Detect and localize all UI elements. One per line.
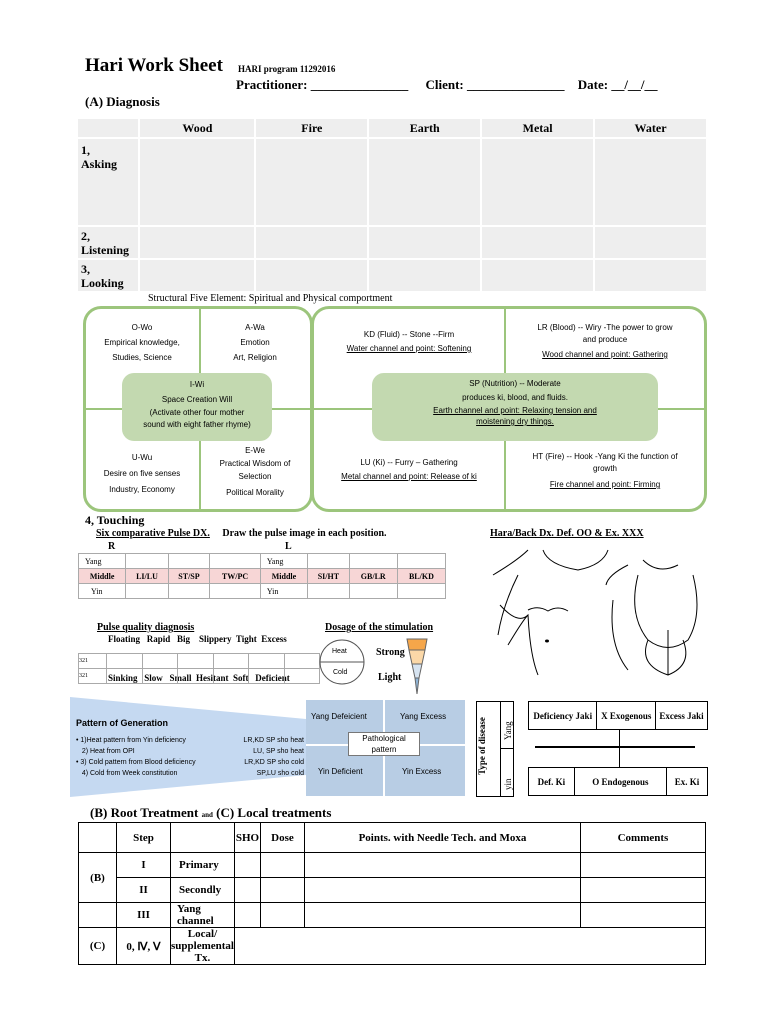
pulse-cell[interactable] <box>349 584 397 599</box>
comments-cell[interactable] <box>580 903 705 928</box>
date-field[interactable]: Date: __/__/__ <box>577 77 658 92</box>
cell-input[interactable] <box>595 139 706 225</box>
client-field[interactable]: Client: _______________ <box>425 77 565 92</box>
light-label: Light <box>378 672 402 683</box>
middle-label-r: Middle <box>79 569 126 584</box>
sho-cell[interactable] <box>234 853 260 878</box>
points-cell[interactable] <box>304 853 580 878</box>
dosage-triangle <box>406 638 428 696</box>
lr-text: LR (Blood) -- Wiry -The power to grow and produce Wood channel and point: Gathering <box>537 323 673 359</box>
points-cell[interactable] <box>304 878 580 903</box>
col-metal: Metal <box>482 119 593 137</box>
comments-cell[interactable] <box>580 878 705 903</box>
jaki-table <box>528 701 708 730</box>
pulse-quality-table: 321 321 <box>78 653 320 684</box>
pulse-cell[interactable] <box>126 554 168 569</box>
cell-input[interactable] <box>482 227 593 258</box>
yin-def-label: Yin Deficient <box>318 767 363 776</box>
quality-cell[interactable] <box>249 669 285 684</box>
pattern-heading: Pattern of Generation <box>76 718 169 728</box>
pulse-quality-heading: Pulse quality diagnosis <box>97 622 195 633</box>
awa-text: A-Wa Emotion Art, Religion <box>233 323 277 362</box>
divider <box>500 701 501 797</box>
row-asking: 1, Asking <box>78 139 138 225</box>
yang-def-label: Yang Defeicient <box>311 712 367 721</box>
pulse-pos: ST/SP <box>168 569 210 584</box>
pulse-quality-bottom: Sinking Slow Small Hesitant Soft Deficient <box>108 673 290 683</box>
cell-input[interactable] <box>256 260 367 291</box>
quality-cell[interactable] <box>249 654 285 669</box>
pulse-pos: SI/HT <box>308 569 350 584</box>
yin-vert-label: yin <box>503 778 513 790</box>
pattern-list: • 1)Heat pattern from Yin deficiency LR,KD SP sho heat 2) Heat from OPI LU, SP sho heat • 3) Cold pattern from Blood deficiency LR,KD SP sho cold 4) Cold from Week constitution SP,LU sho cold <box>76 737 304 777</box>
quality-cell[interactable] <box>142 654 178 669</box>
row-listening: 2, Listening <box>78 227 138 258</box>
axis-line <box>619 729 620 767</box>
ex-jaki: Excess Jaki <box>656 702 708 730</box>
cell-input[interactable] <box>369 227 480 258</box>
owo-text: O-Wo Empirical knowledge, Studies, Science <box>104 323 180 362</box>
lu-text: LU (Ki) -- Furry – Gathering Metal channel and point: Release of ki <box>341 458 477 481</box>
quality-cell[interactable] <box>142 669 178 684</box>
points-cell[interactable] <box>304 903 580 928</box>
header-fields <box>236 77 706 93</box>
cell-input[interactable] <box>256 139 367 225</box>
dose-cell[interactable] <box>260 903 304 928</box>
cell-input[interactable] <box>140 260 254 291</box>
row-looking: 3, Looking <box>78 260 138 291</box>
hdr-sho: SHO <box>234 823 260 853</box>
cell-input[interactable] <box>595 260 706 291</box>
yang-vert-label: Yang <box>503 721 513 740</box>
pulse-cell[interactable] <box>397 554 445 569</box>
pulse-cell[interactable] <box>210 554 261 569</box>
section-a-heading: (A) Diagnosis <box>85 94 160 109</box>
pulse-pos: TW/PC <box>210 569 261 584</box>
strong-label: Strong <box>376 647 405 658</box>
yin-label-l: Yin <box>260 584 307 599</box>
quality-cell[interactable] <box>107 654 143 669</box>
quality-cell[interactable] <box>284 669 320 684</box>
pulse-right-label: R <box>108 541 116 552</box>
quality-cell[interactable] <box>178 654 214 669</box>
dose-cell[interactable] <box>260 878 304 903</box>
ewe-text: E-We Practical Wisdom of Selection Political Morality <box>219 446 291 497</box>
yang-ex-label: Yang Excess <box>400 712 447 721</box>
hara-back-figure <box>488 545 708 690</box>
touching-heading: 4, Touching <box>85 513 145 527</box>
pulse-cell[interactable] <box>168 554 210 569</box>
treatment-heading: (B) Root Treatment and (C) Local treatments <box>90 805 332 820</box>
program-label: HARI program 11292016 <box>238 64 336 74</box>
quality-cell[interactable] <box>178 669 214 684</box>
diagnosis-table <box>76 117 708 293</box>
hdr-comments: Comments <box>580 823 705 853</box>
iwi-pill: I-Wi Space Creation Will (Activate other four mother sound with eight father rhyme) <box>122 373 272 441</box>
pulse-cell[interactable] <box>168 584 210 599</box>
pathological-pattern-label: Pathological pattern <box>348 732 420 756</box>
col-wood: Wood <box>140 119 254 137</box>
ex-ki: Ex. Ki <box>666 768 707 796</box>
cell-input[interactable] <box>140 227 254 258</box>
axis-line <box>535 746 695 748</box>
hdr-step: Step <box>117 823 171 853</box>
ki-table <box>528 767 708 796</box>
o-endogenous: O Endogenous <box>574 768 666 796</box>
sp-pill: SP (Nutrition) -- Moderate produces ki, blood, and fluids. Earth channel and point: Relaxing tension and moistening dry things. <box>372 373 658 441</box>
pulse-cell[interactable] <box>210 584 261 599</box>
quality-cell[interactable] <box>213 654 249 669</box>
pulse-pos: LI/LU <box>126 569 168 584</box>
sho-cell[interactable] <box>234 878 260 903</box>
kd-text: KD (Fluid) -- Stone --Firm Water channel and point: Softening <box>346 330 472 353</box>
pulse-pos: BL/KD <box>397 569 445 584</box>
page-title: Hari Work Sheet <box>85 55 223 76</box>
pulse-cell[interactable] <box>349 554 397 569</box>
hara-heading: Hara/Back Dx. Def. OO & Ex. XXX <box>490 528 644 539</box>
treatment-table: Step SHO Dose Points. with Needle Tech. and Moxa Comments (B) I Primary II Secondly III Yang channel (C) 0, Ⅳ, Ⅴ Local/ supplemental Tx. <box>78 822 706 965</box>
pulse-cell[interactable] <box>308 554 350 569</box>
col-earth: Earth <box>369 119 480 137</box>
col-water: Water <box>595 119 706 137</box>
quality-cell[interactable] <box>107 669 143 684</box>
pulse-cell[interactable] <box>126 584 168 599</box>
col-fire: Fire <box>256 119 367 137</box>
cell-input[interactable] <box>482 260 593 291</box>
local-cell[interactable] <box>234 928 705 965</box>
quality-cell[interactable] <box>284 654 320 669</box>
cell-input[interactable] <box>369 139 480 225</box>
comments-cell[interactable] <box>580 853 705 878</box>
heat-label: Heat <box>332 648 347 655</box>
hdr-points: Points. with Needle Tech. and Moxa <box>304 823 580 853</box>
cell-input[interactable] <box>482 139 593 225</box>
yin-ex-label: Yin Excess <box>402 767 442 776</box>
def-jaki: Deficiency Jaki <box>529 702 597 730</box>
type-disease-label: Type of disease <box>477 717 487 775</box>
yang-label-l: Yang <box>260 554 307 569</box>
dosage-heading: Dosage of the stimulation <box>325 622 434 633</box>
heat-cold-circle <box>318 638 366 686</box>
x-exogenous: X Exogenous <box>597 702 656 730</box>
yang-label-r: Yang <box>79 554 126 569</box>
divider <box>500 748 514 749</box>
pulse-pos: GB/LR <box>349 569 397 584</box>
pulse-cell[interactable] <box>397 584 445 599</box>
practitioner-field[interactable]: Practitioner: _______________ <box>236 77 409 92</box>
uwu-text: U-Wu Desire on five senses Industry, Economy <box>103 453 181 494</box>
pulse-quality-top: Floating Rapid Big Slippery Tight Excess <box>108 634 287 644</box>
cold-label: Cold <box>333 669 348 676</box>
cell-input[interactable] <box>256 227 367 258</box>
local-label: (C) <box>79 928 117 965</box>
cell-input[interactable] <box>140 139 254 225</box>
yin-label-r: Yin <box>79 584 126 599</box>
cell-input[interactable] <box>369 260 480 291</box>
pulse-table <box>78 553 446 599</box>
def-ki: Def. Ki <box>529 768 575 796</box>
hdr-dose: Dose <box>260 823 304 853</box>
pulse-cell[interactable] <box>308 584 350 599</box>
structural-caption: Structural Five Element: Spiritual and Physical comportment <box>148 293 393 304</box>
middle-label-l: Middle <box>260 569 307 584</box>
cell-input[interactable] <box>595 227 706 258</box>
quality-cell[interactable] <box>213 669 249 684</box>
root-label: (B) <box>79 853 117 903</box>
ht-text: HT (Fire) -- Hook -Yang Ki the function of growth Fire channel and point: Firming <box>532 452 678 489</box>
pulse-left-label: L <box>285 541 292 552</box>
pulse-heading: Six comparative Pulse DX. Draw the pulse image in each position. <box>96 528 387 539</box>
dose-cell[interactable] <box>260 853 304 878</box>
sho-cell[interactable] <box>234 903 260 928</box>
